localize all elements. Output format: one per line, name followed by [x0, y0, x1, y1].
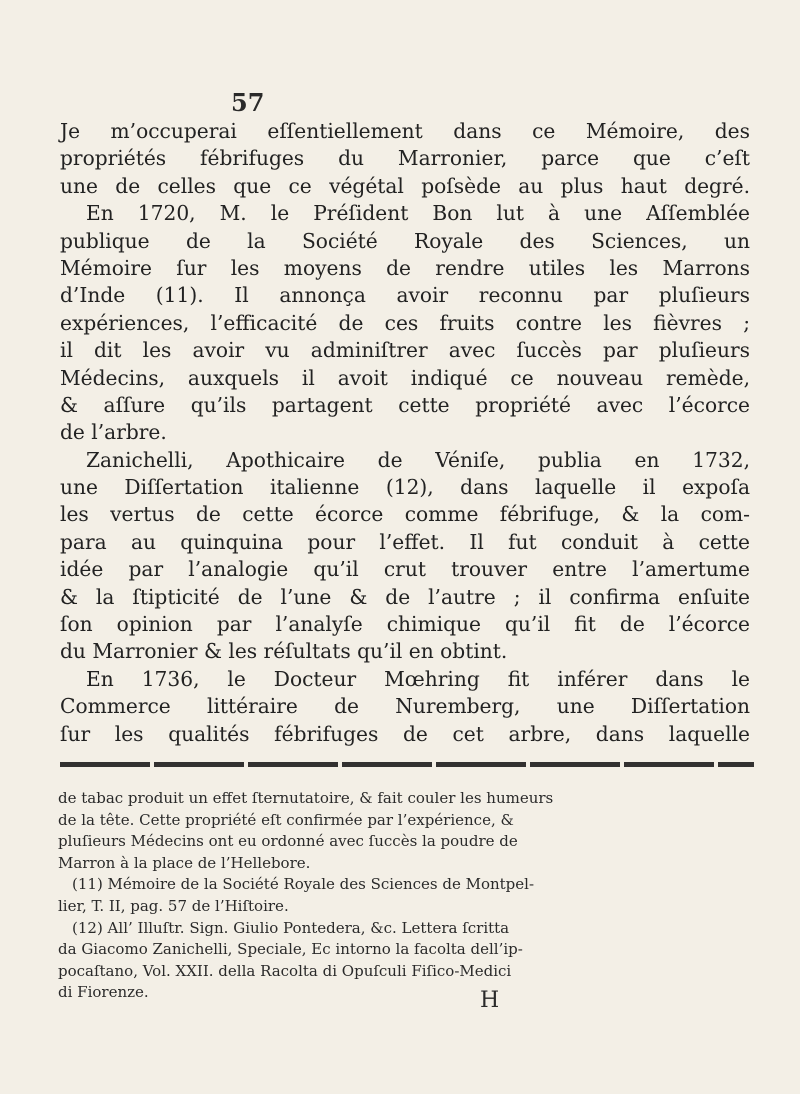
footnote-line: pocaſtano, Vol. XXII. della Racolta di Opuſculi Fiſico-Medici: [58, 961, 512, 980]
text-line: ſon opinion par l’analyſe chimique qu’il fit de l’écorce: [60, 612, 750, 637]
text-line: d’Inde (11). Il annonça avoir reconnu par pluſieurs: [60, 283, 750, 308]
footnote-line: (12) All’ Illuſtr. Sign. Giulio Pontedera, &c. Lettera ſcritta: [72, 918, 510, 937]
footnote-line: de la tête. Cette propriété eſt confirmée par l’expérience, &: [58, 810, 514, 829]
text-line: ſur les qualités fébrifuges de cet arbre, dans laquelle: [60, 721, 750, 746]
text-line: & aſſure qu’ils partagent cette propriété avec l’écorce: [60, 392, 750, 417]
text-line: idée par l’analogie qu’il crut trouver entre l’amertume: [60, 557, 750, 582]
main-text: [60, 118, 750, 748]
footnote-line: lier, T. II, pag. 57 de l’Hiſtoire.: [58, 896, 289, 915]
text-line: En 1720, M. le Préſident Bon lut à une Aſſemblée: [86, 201, 750, 226]
footnote-separator-rule: [60, 762, 754, 767]
text-line: En 1736, le Docteur Mœhring fit inférer dans le: [86, 666, 750, 691]
footnotes: [58, 788, 754, 1004]
text-line: une Diſſertation italienne (12), dans laquelle il expoſa: [60, 475, 750, 500]
text-line: propriétés fébrifuges du Marronier, parce que c’eſt: [60, 146, 750, 171]
text-line: de l’arbre.: [60, 420, 167, 445]
text-line: une de celles que ce végétal poſsède au plus haut degré.: [60, 173, 750, 198]
footnote-line: Marron à la place de l’Hellebore.: [58, 853, 311, 872]
text-line: Médecins, auxquels il avoit indiqué ce nouveau remède,: [60, 365, 750, 390]
signature-mark: H: [480, 988, 500, 1013]
text-line: para au quinquina pour l’effet. Il fut conduit à cette: [60, 529, 750, 554]
footnote-line: da Giacomo Zanichelli, Speciale, Ec intorno la facolta dell’ip-: [58, 940, 523, 959]
footnote-line: de tabac produit un effet ſternutatoire, & fait couler les humeurs: [58, 789, 554, 807]
text-line: Commerce littéraire de Nuremberg, une Diſſertation: [60, 694, 750, 719]
text-line: il dit les avoir vu adminiſtrer avec ſuccès par pluſieurs: [60, 338, 750, 363]
text-line: expériences, l’efficacité de ces fruits contre les fièvres ;: [60, 310, 750, 335]
text-line: Zanichelli, Apothicaire de Véniſe, publia en 1732,: [86, 447, 750, 472]
text-line: Je m’occuperai eſſentiellement dans ce Mémoire, des: [60, 119, 750, 143]
text-line: du Marronier & les réſultats qu’il en obtint.: [60, 639, 508, 664]
footnote-line: di Fiorenze.: [58, 983, 149, 1002]
text-line: & la ſtipticité de l’une & de l’autre ; il confirma enſuite: [60, 584, 750, 609]
page-number: 57: [231, 88, 265, 117]
text-line: les vertus de cette écorce comme fébrifuge, & la com-: [60, 502, 750, 527]
text-line: Mémoire ſur les moyens de rendre utiles les Marrons: [60, 255, 750, 280]
text-line: publique de la Société Royale des Sciences, un: [60, 228, 750, 253]
footnote-line: pluſieurs Médecins ont eu ordonné avec ſuccès la poudre de: [58, 832, 518, 851]
footnote-line: (11) Mémoire de la Société Royale des Sciences de Montpel-: [72, 875, 535, 894]
